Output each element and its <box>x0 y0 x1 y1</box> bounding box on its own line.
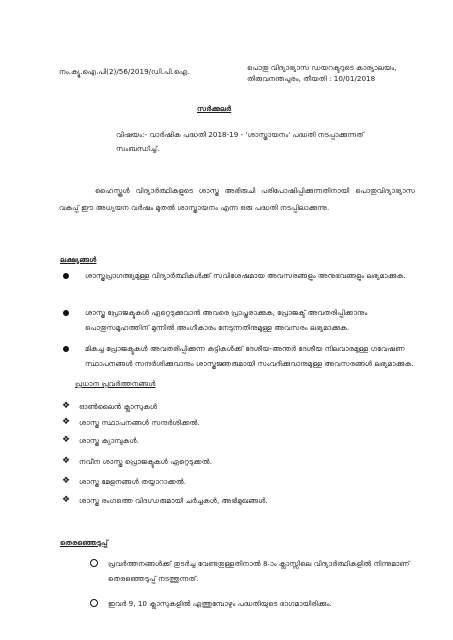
office-name: പൊതു വിദ്യാഭ്യാസ ഡയറക്ടറുടെ കാര്യാലയം, <box>247 63 397 72</box>
selection-heading: തെരഞ്ഞെടുപ്പ് <box>60 538 108 547</box>
circle-bullet-icon <box>90 559 98 567</box>
activity-text: ശാസ്ത്ര മേളനങ്ങൾ തയ്യാറാക്കൽ. <box>79 477 187 486</box>
selection-item <box>90 596 420 611</box>
diamond-bullet-icon: ❖ <box>62 456 71 466</box>
activity-item <box>62 418 200 428</box>
selection-text: പ്രവർത്തനങ്ങൾക്ക് തുടർച്ച വേണ്ടതുള്ളതിനാൽ 8-ാം ക്ലാസ്സിലെ വിദ്യാർത്ഥികളിൽ നിന്നുമാണ് തെരഞ്ഞെടുപ്പ് നടത്തുന്നത്. <box>108 559 410 584</box>
diamond-bullet-icon: ❖ <box>62 435 71 445</box>
objectives-heading: ലക്ഷ്യങ്ങൾ <box>60 255 97 264</box>
office-place-date: തിരുവനന്തപുരം, തീയതി : 10/01/2018 <box>247 74 376 84</box>
bullet-icon <box>63 273 69 279</box>
activity-item <box>62 402 157 412</box>
activity-text: നവീന ശാസ്ത്ര പ്രൊജക്ടുകൾ ഏറ്റെടുക്കൽ. <box>79 457 213 466</box>
objective-item <box>63 305 415 335</box>
diamond-bullet-icon: ❖ <box>62 417 71 427</box>
activity-text: ഓൺലൈൻ ക്ലാസുകൾ <box>79 402 158 411</box>
bullet-icon <box>63 310 69 316</box>
activity-item <box>62 477 186 487</box>
reference-number: നം.ക്യൂ.ഐ.പി(2)/56/2019/ഡി.പി.ഐ. <box>59 67 190 76</box>
diamond-bullet-icon: ❖ <box>62 495 71 505</box>
objective-item <box>63 268 415 283</box>
office-block <box>247 62 417 84</box>
activity-item <box>62 457 212 467</box>
objective-text: മികച്ച പ്രോജക്ടുകൾ അവതരിപ്പിക്കുന്ന കുട്ടികൾക്ക് ദേശീയ-അന്തർ ദേശീയ നിലവാരമുള്ള ഗവേഷണ സ്ഥാപനങ്ങൾ സന്ദർശിക്കുവാനും ശാസ്ത്രജ്ഞരുമായി സംവദിക്കുവാനുമുള്ള അവസരങ്ങൾ ലഭ്യമാക്കുക. <box>85 344 414 369</box>
activity-text: ശാസ്ത്ര സ്ഥാപനങ്ങൾ സന്ദർശിക്കൽ. <box>79 418 200 427</box>
activity-text: ശാസ്ത്ര ക്യാമ്പുകൾ. <box>79 436 140 445</box>
activities-heading: പ്രധാന പ്രവർത്തനങ്ങൾ <box>75 379 156 388</box>
circle-bullet-icon <box>90 599 98 607</box>
selection-item <box>90 556 420 586</box>
subject-line: വിഷയം:- വാർഷിക പദ്ധതി 2018-19 - 'ശാസ്ത്രായനം' പദ്ധതി നടപ്പാക്കുന്നത് സംബന്ധിച്ച്. <box>116 130 364 153</box>
activity-item <box>62 436 139 446</box>
document-title: സർക്കുലർ <box>197 104 232 113</box>
intro-paragraph: ഹൈസ്കൂൾ വിദ്യാർത്ഥികളുടെ ശാസ്ത്ര അഭിരുചി പരിപോഷിപ്പിക്കുന്നതിനായി പൊതുവിദ്യാഭ്യാസ വകുപ്പ് ഈ അധ്യയന വർഷം മുതൽ ശാസ്ത്രായനം എന്ന ഒരു പദ്ധതി നടപ്പിലാക്കുന്നു. <box>59 186 415 212</box>
objective-text: ശാസ്ത്ര പ്രോജക്ടുകൾ ഏറ്റെടുക്കുവാൻ അവരെ പ്രാപ്തരാക്കുക, പ്രോജക്ട് അവതരിപ്പിക്കാനും പൊതുസമൂഹത്തിന് മുന്നിൽ അംഗീകാരം നേടുന്നതിനുമുള്ള അവസരം ലഭ്യമാക്കുക. <box>85 308 368 333</box>
selection-text: ഇവർ 9, 10 ക്ലാസുകളിൽ എത്തുമ്പോഴും പദ്ധതിയുടെ ഭാഗമായിരിക്കും. <box>108 599 332 608</box>
objective-text: ശാസ്ത്രപ്രാഗത്ഭ്യമുള്ള വിദ്യാർത്ഥികൾക്ക് സവിശേഷമായ അവസരങ്ങളും അനുഭവങ്ങളും ലഭ്യമാക്കുക. <box>85 271 406 280</box>
diamond-bullet-icon: ❖ <box>62 476 71 486</box>
activity-item <box>62 496 268 506</box>
bullet-icon <box>63 346 69 352</box>
activity-text: ശാസ്ത്ര രംഗത്തെ വിദഗ്ധരുമായി ചർച്ചകൾ, അഭിമുഖങ്ങൾ. <box>79 496 268 505</box>
diamond-bullet-icon: ❖ <box>62 401 71 411</box>
objective-item <box>63 341 415 371</box>
